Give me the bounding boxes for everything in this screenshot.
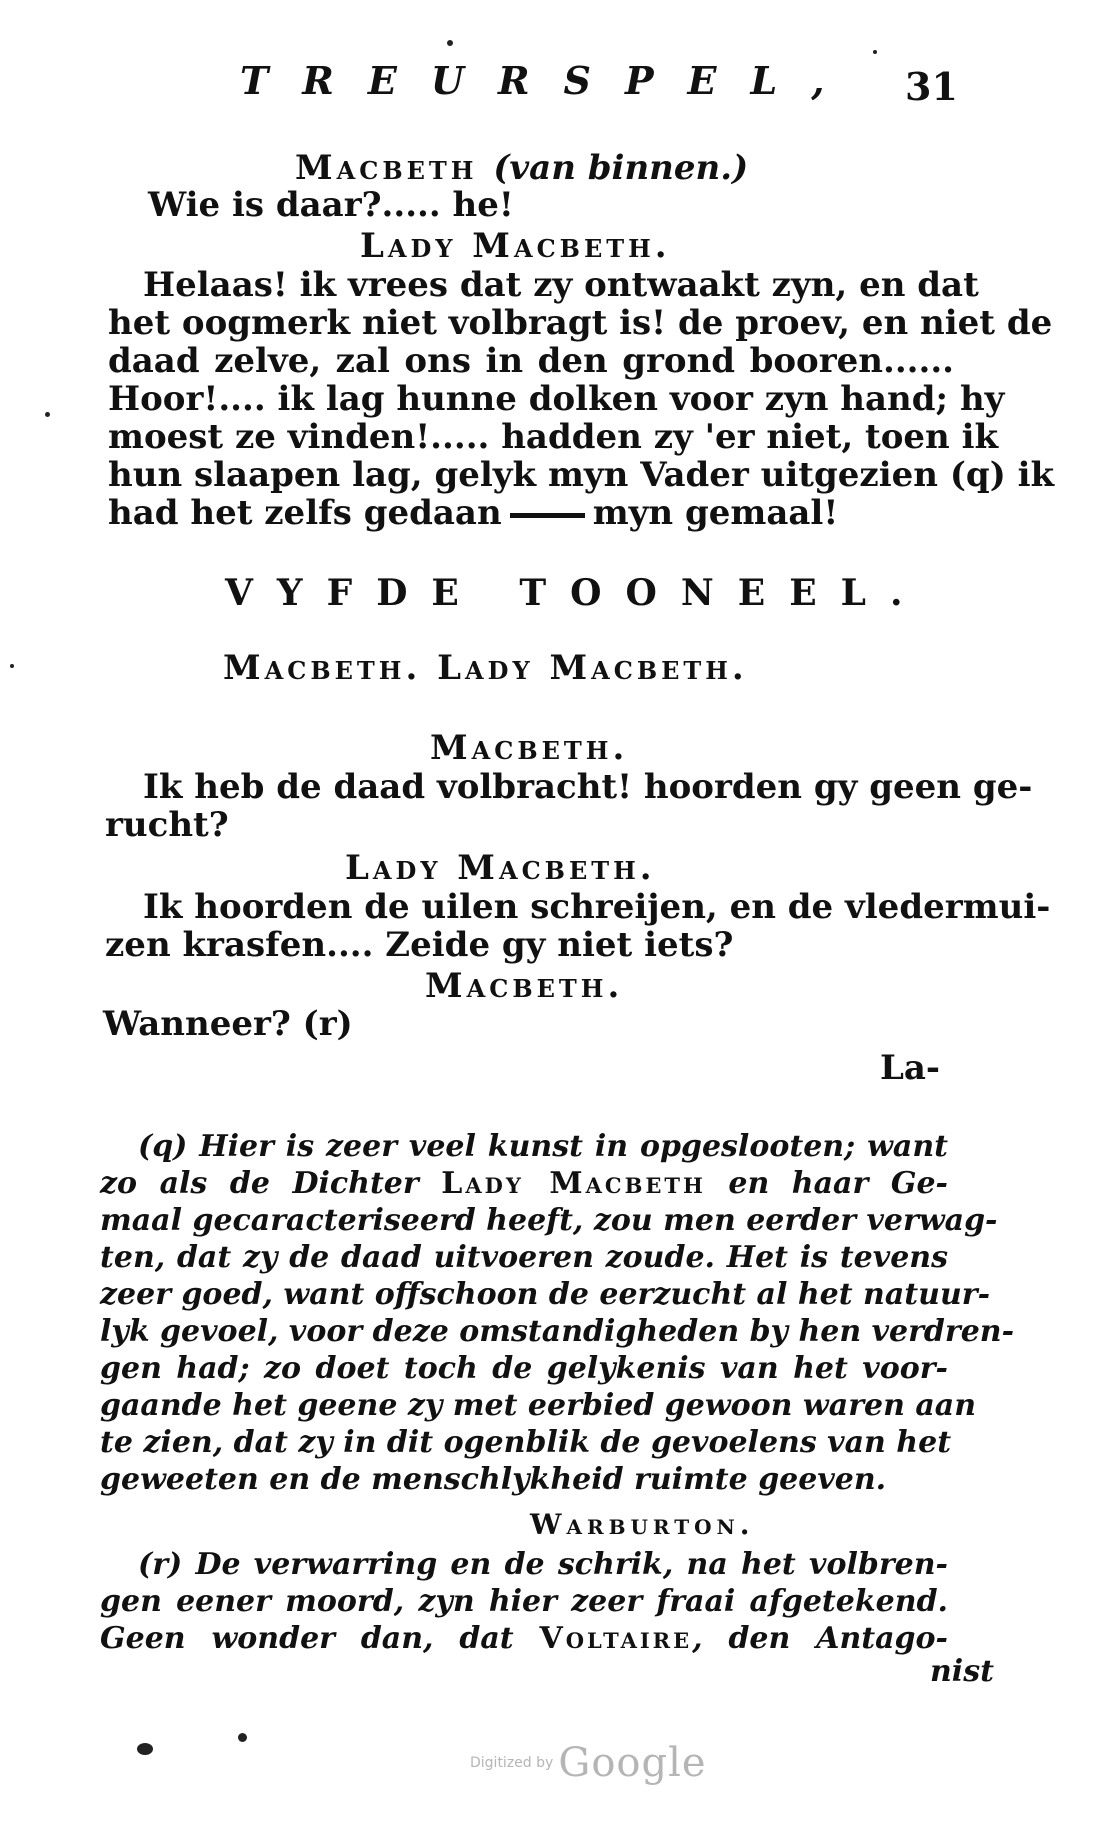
footnote-line: gen had; zo doet toch de gelykenis van het voor-	[100, 1351, 948, 1386]
footnote-continuation: nist	[930, 1654, 994, 1689]
footnote-line: te zien, dat zy in dit ogenblik de gevoelens van het	[100, 1425, 952, 1460]
footnote-line: (q) Hier is zeer veel kunst in opgeslooten; want	[138, 1129, 948, 1164]
dialogue-block-4	[105, 887, 1051, 965]
footnote-line: (r) De verwarring en de schrik, na het volbren-	[138, 1547, 948, 1582]
scene-persons: Macbeth. Lady Macbeth.	[223, 648, 748, 688]
catchword: La-	[880, 1048, 941, 1088]
em-dash	[510, 513, 585, 518]
dialogue-block-1	[148, 186, 514, 224]
dialogue-line: hun slaapen lag, gelyk myn Vader uitgezien (q) ik	[108, 455, 1055, 495]
dialogue-line: het oogmerk niet volbragt is! de proev, en niet de	[108, 303, 1053, 343]
page-number: 31	[905, 64, 958, 109]
footnote-line: maal gecaracteriseerd heeft, zou men eerder verwag-	[100, 1203, 998, 1238]
speaker-lady-macbeth: Lady Macbeth.	[345, 848, 656, 888]
footnote-line: gaande het geene zy met eerbied gewoon waren aan	[100, 1388, 977, 1423]
google-logo: Google	[558, 1740, 707, 1786]
ink-speck	[10, 664, 14, 668]
speaker-macbeth: Macbeth.	[430, 728, 629, 768]
dialogue-line: zen krasfen.... Zeide gy niet iets?	[105, 925, 734, 965]
dialogue-line: Ik hoorden de uilen schreijen, en de vledermui-	[143, 887, 1051, 927]
scene-heading: VYFDE TOONEEL.	[225, 572, 927, 614]
speaker-macbeth: Macbeth (van binnen.)	[295, 148, 749, 188]
running-title: TREURSPEL,	[240, 58, 859, 103]
ink-speck	[45, 412, 50, 417]
dialogue-line: Hoor!.... ik lag hunne dolken voor zyn hand; hy	[108, 379, 1005, 419]
footnote-line: gen eener moord, zyn hier zeer fraai afgetekend.	[100, 1584, 948, 1619]
footnote-line: lyk gevoel, voor deze omstandigheden by hen verdren-	[100, 1314, 1015, 1349]
dialogue-line: moest ze vinden!..... hadden zy 'er niet, toen ik	[108, 417, 999, 457]
dialogue-line: had het zelfs gedaan myn gemaal!	[108, 493, 839, 533]
speaker-macbeth: Macbeth.	[425, 966, 624, 1006]
dialogue-line: daad zelve, zal ons in den grond booren......	[108, 341, 954, 381]
footnote-attribution: Warburton.	[530, 1508, 755, 1541]
dialogue-line: Ik heb de daad volbracht! hoorden gy geen ge-	[143, 767, 1033, 807]
ink-speck	[238, 1733, 247, 1742]
ink-speck	[447, 40, 453, 46]
speaker-lady-macbeth: Lady Macbeth.	[360, 226, 671, 266]
dialogue-line: rucht?	[105, 805, 229, 845]
dialogue-block-5	[103, 1005, 353, 1043]
dialogue-block-3	[105, 767, 1033, 845]
ink-speck	[137, 1743, 153, 1755]
dialogue-line: Wie is daar?..... he!	[148, 185, 514, 225]
stage-direction: (van binnen.)	[493, 148, 749, 188]
footnote-q	[100, 1128, 1015, 1498]
footnote-line: zo als de Dichter Lady Macbeth en haar Ge-	[100, 1166, 948, 1201]
footnote-line: ten, dat zy de daad uitvoeren zoude. Het is tevens	[100, 1240, 948, 1275]
dialogue-line: Helaas! ik vrees dat zy ontwaakt zyn, en dat	[143, 265, 979, 305]
footnote-line: Geen wonder dan, dat Voltaire, den Antago-	[100, 1621, 948, 1656]
footnote-r	[100, 1546, 948, 1657]
ink-speck	[873, 50, 877, 54]
dialogue-block-2	[108, 265, 1055, 533]
digitized-by-google-watermark: Digitized by Google	[470, 1740, 707, 1786]
footnote-line: geweeten en de menschlykheid ruimte geeven.	[100, 1462, 887, 1497]
footnote-line: zeer goed, want offschoon de eerzucht al het natuur-	[100, 1277, 991, 1312]
dialogue-line: Wanneer? (r)	[103, 1004, 353, 1044]
